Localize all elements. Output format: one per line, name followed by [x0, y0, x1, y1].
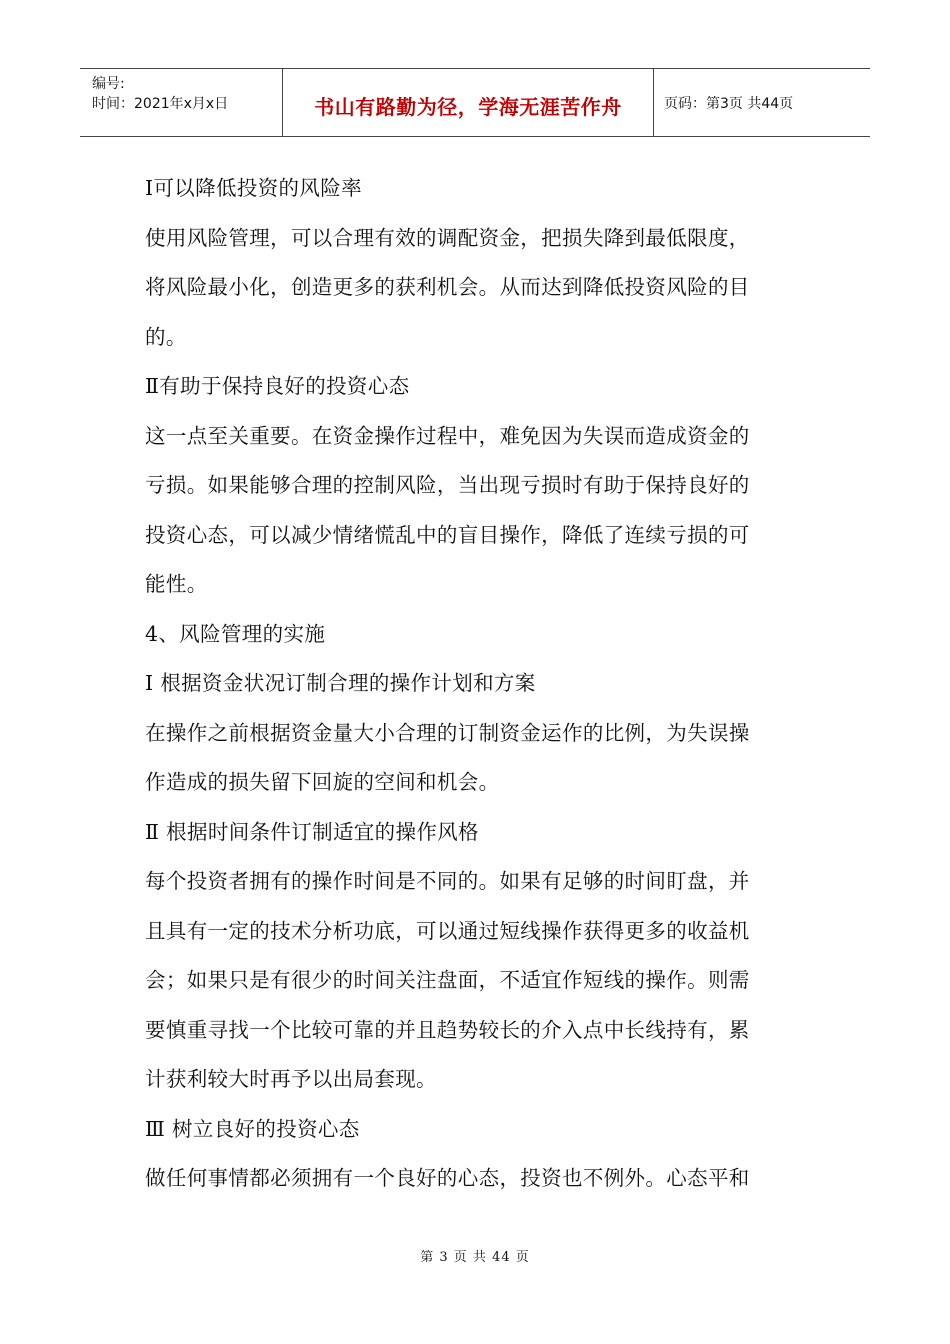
- body-line: 要慎重寻找一个比较可靠的并且趋势较长的介入点中长线持有，累: [145, 1017, 750, 1042]
- body-line: 在操作之前根据资金量大小合理的订制资金运作的比例，为失误操: [145, 720, 750, 745]
- header-meta-cell: [80, 69, 283, 136]
- body-line: 做任何事情都必须拥有一个良好的心态，投资也不例外。心态平和: [145, 1166, 750, 1190]
- body-line: 每个投资者拥有的操作时间是不同的。如果有足够的时间盯盘，并: [145, 869, 750, 893]
- body-line: 且具有一定的技术分析功底，可以通过短线操作获得更多的收益机: [145, 918, 750, 943]
- document-body: [145, 164, 815, 1204]
- section-heading: Ⅱ 根据时间条件订制适宜的操作风格: [145, 819, 479, 844]
- body-line: 投资心态，可以减少情绪慌乱中的盲目操作，降低了连续亏损的可: [145, 522, 750, 547]
- body-line: 使用风险管理，可以合理有效的调配资金，把损失降到最低限度，: [145, 225, 750, 250]
- body-line: 能性。: [145, 572, 208, 596]
- body-line: 亏损。如果能够合理的控制风险，当出现亏损时有助于保持良好的: [145, 473, 750, 497]
- section-heading: 4、风险管理的实施: [145, 621, 326, 646]
- section-heading: Ⅰ可以降低投资的风险率: [145, 176, 362, 200]
- header-motto-cell: [283, 69, 654, 136]
- section-heading: Ⅱ有助于保持良好的投资心态: [145, 374, 410, 398]
- section-heading: Ⅲ 树立良好的投资心态: [145, 1116, 360, 1141]
- body-line: 这一点至关重要。在资金操作过程中，难免因为失误而造成资金的: [145, 423, 750, 448]
- body-line: 会；如果只是有很少的时间关注盘面，不适宜作短线的操作。则需: [145, 968, 750, 992]
- body-line: 的。: [145, 324, 187, 349]
- body-line: 将风险最小化，创造更多的获利机会。从而达到降低投资风险的目: [145, 275, 750, 299]
- page-footer: 第 3 页 共 44 页: [420, 1250, 530, 1265]
- header-page-code: 页码：第3页 共44页: [664, 96, 794, 112]
- document-header: [80, 68, 870, 137]
- section-heading: Ⅰ 根据资金状况订制合理的操作计划和方案: [145, 671, 536, 695]
- body-line: 作造成的损失留下回旋的空间和机会。: [145, 770, 500, 794]
- document-date-label: 时间：2021年x月x日: [92, 96, 229, 112]
- header-motto: 书山有路勤为径，学海无涯苦作舟: [314, 95, 622, 119]
- body-line: 计获利较大时再予以出局套现。: [145, 1067, 437, 1091]
- document-number-label: 编号:: [92, 76, 125, 92]
- header-page-cell: [654, 69, 870, 136]
